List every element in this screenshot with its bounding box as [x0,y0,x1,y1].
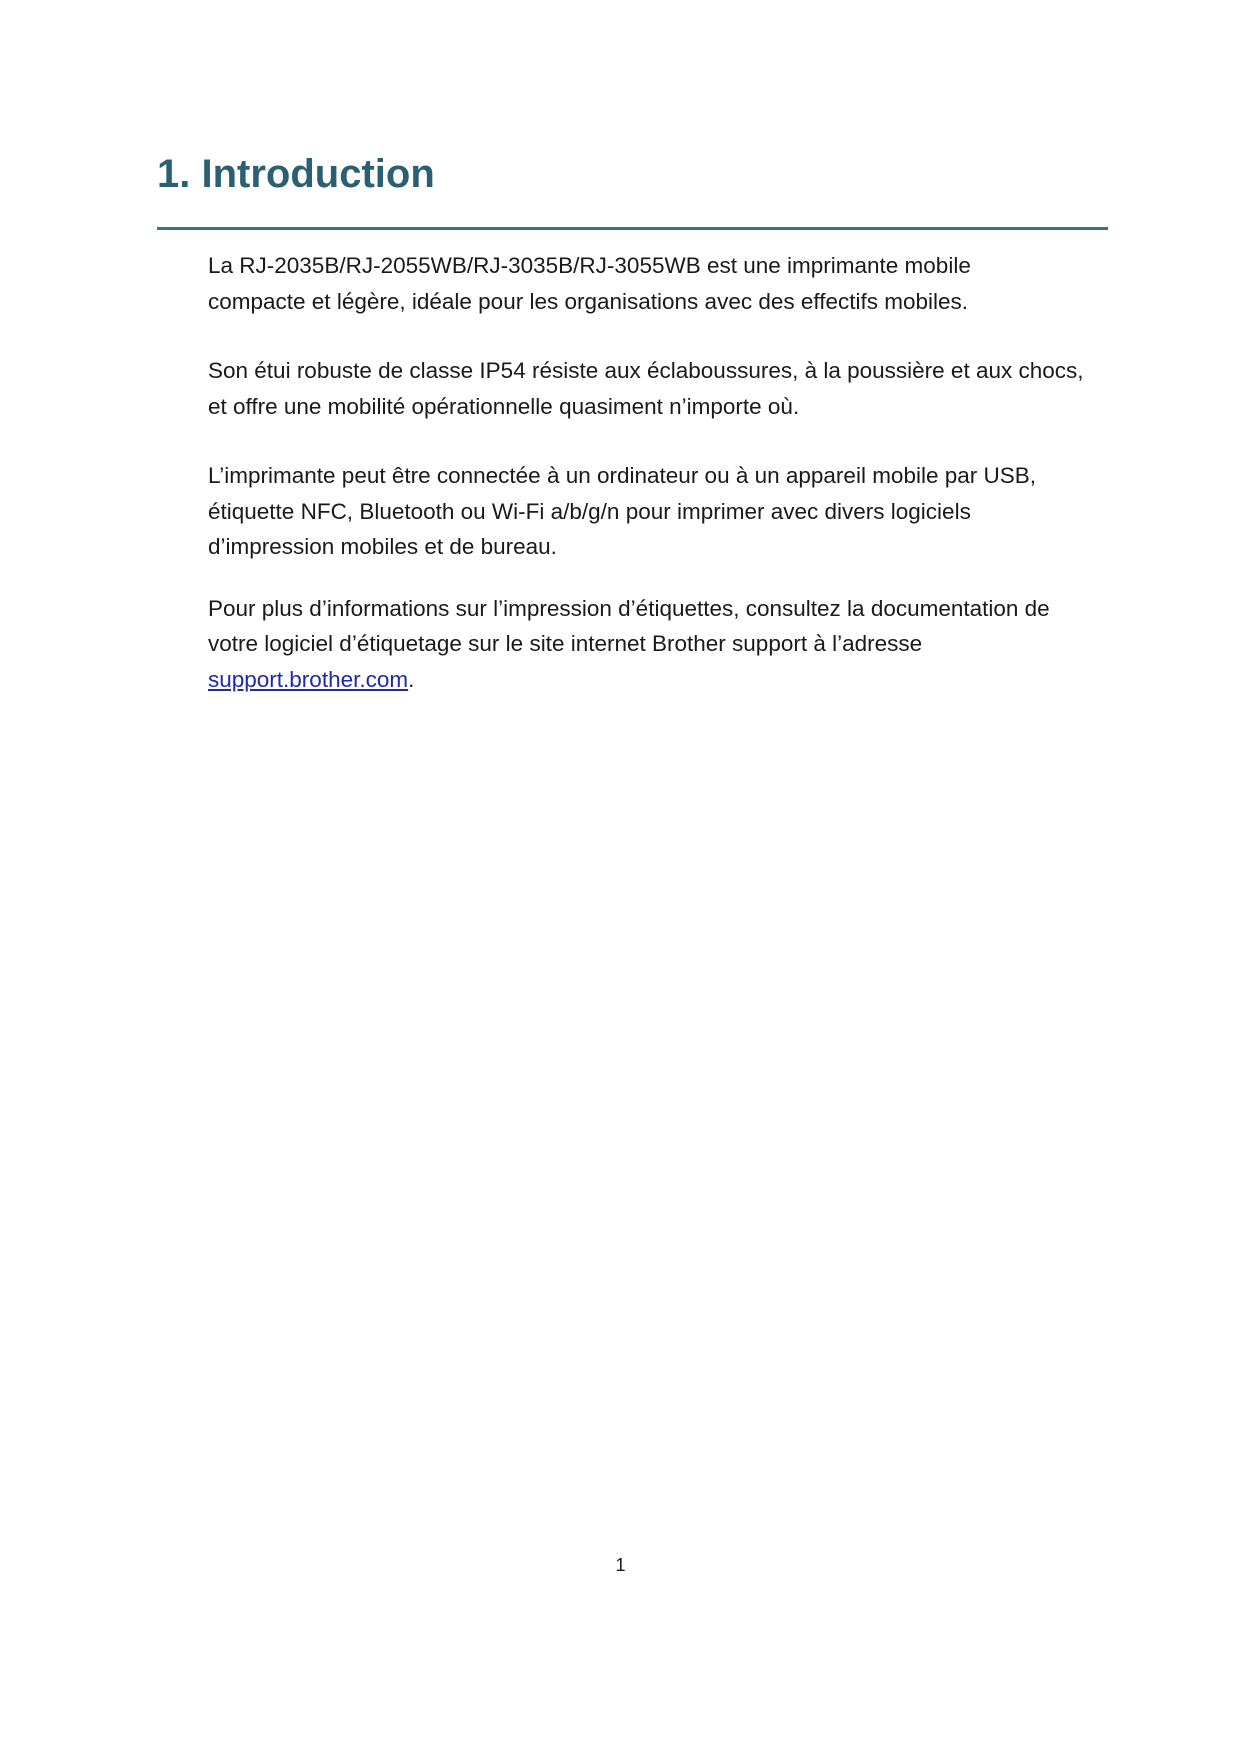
paragraph-introduction [208,248,1128,319]
section-heading: 1. Introduction [157,152,435,196]
paragraph-line: Son étui robuste de classe IP54 résiste aux éclaboussures, à la poussière et aux chocs, [208,358,1084,383]
paragraph-line: Pour plus d’informations sur l’impression d’étiquettes, consultez la documentation de [208,595,1050,621]
sentence-end: . [408,666,415,692]
page-number: 1 [615,1555,626,1575]
paragraph-line: étiquette NFC, Bluetooth ou Wi-Fi a/b/g/n pour imprimer avec divers logiciels [208,498,971,524]
document-body [208,248,1128,697]
paragraph-line: d’impression mobiles et de bureau. [208,534,557,559]
paragraph-line: votre logiciel d’étiquetage sur le site internet Brother support à l’adresse [208,631,923,656]
paragraph-durability [208,353,1128,424]
paragraph-line: et offre une mobilité opérationnelle quasiment n’importe où. [208,393,800,419]
paragraph-line: L’imprimante peut être connectée à un ordinateur ou à un appareil mobile par USB, [208,463,1037,488]
support-link[interactable]: support.brother.com [208,666,409,692]
paragraph-line: La RJ-2035B/RJ-2055WB/RJ-3035B/RJ-3055WB est une imprimante mobile [208,253,971,278]
paragraph-line: compacte et légère, idéale pour les organisations avec des effectifs mobiles. [208,288,969,314]
paragraph-more-info [208,591,1128,698]
paragraph-connectivity [208,458,1128,565]
heading-divider [157,227,1108,230]
